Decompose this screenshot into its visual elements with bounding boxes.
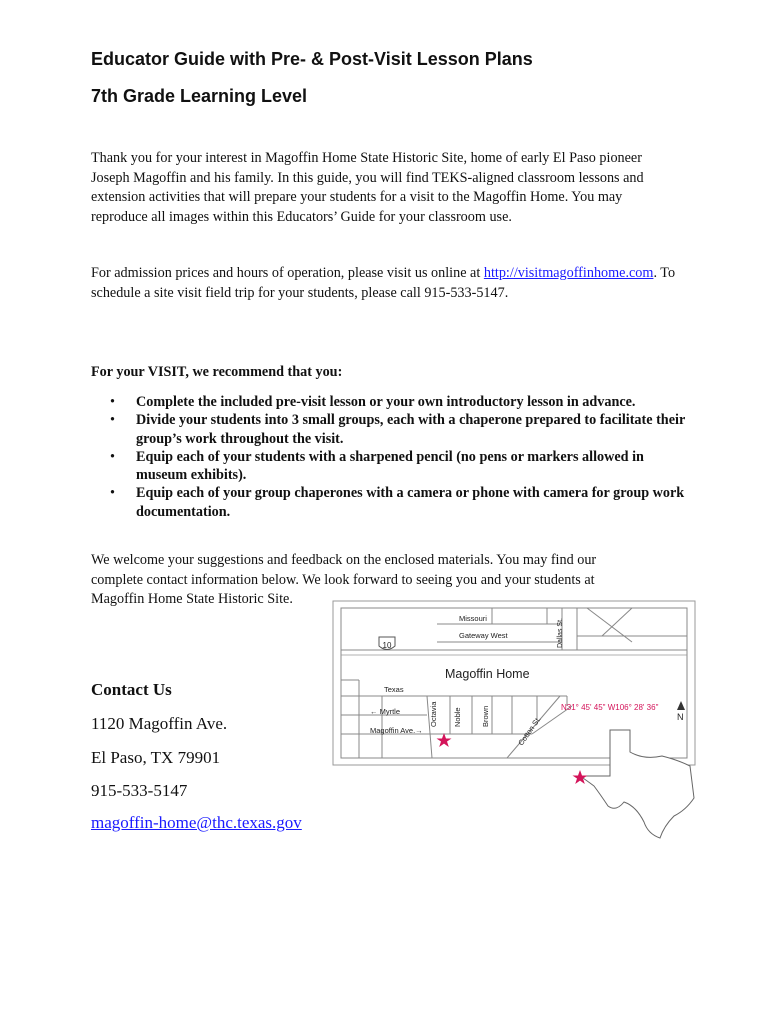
north-label: N [677, 712, 684, 722]
contact-email-link[interactable]: magoffin-home@thc.texas.gov [91, 813, 302, 832]
street-label-brown: Brown [481, 705, 490, 727]
list-item [110, 448, 690, 485]
website-link[interactable]: http://visitmagoffinhome.com [483, 265, 654, 281]
location-map [332, 600, 700, 842]
map-coordinates: N31° 45' 45" W106° 28' 36" [561, 703, 659, 712]
list-item-text: Equip each of your students with a sharpened pencil (no pens or markers allowed in museum exhibits). [136, 448, 644, 484]
contact-heading: Contact Us [91, 680, 172, 699]
list-item-text: Divide your students into 3 small groups, each with a chaperone prepared to facilitate their group’s work throughout the visit. [136, 412, 685, 447]
bullet-icon: • [110, 412, 115, 429]
street-label-missouri: Missouri [459, 614, 487, 623]
street-label-dallas: Dallas St. [557, 618, 564, 648]
list-item [110, 411, 690, 448]
admission-paragraph [91, 264, 681, 303]
el-paso-star-icon [573, 770, 588, 784]
admission-text-after: . To schedule a site visit field trip for your students, please call 915-533-5147. [91, 265, 676, 301]
street-label-myrtle: ← Myrtle [370, 707, 400, 716]
visit-recommendations-heading: For your VISIT, we recommend that you: [91, 364, 343, 380]
bullet-icon: • [110, 485, 115, 502]
street-label-noble: Noble [453, 707, 462, 727]
street-label-magoffin-ave: Magoffin Ave.→ [370, 726, 423, 735]
map-site-label: Magoffin Home [445, 667, 530, 681]
contact-address: 1120 Magoffin Ave. [91, 714, 228, 733]
street-label-octavia: Octavia [429, 701, 438, 727]
contact-phone: 915-533-5147 [91, 781, 188, 800]
street-label-gateway: Gateway West [459, 631, 508, 640]
interstate-label: 10 [382, 641, 392, 650]
list-item-text: Equip each of your group chaperones with a camera or phone with camera for group work documentation. [136, 485, 685, 520]
visit-recommendations-list [110, 393, 690, 521]
intro-paragraph: Thank you for your interest in Magoffin Home State Historic Site, home of early El Paso pioneer Joseph Magoffin and his family. In this guide, you will find TEKS-aligned classroom lessons and extension activities that will prepare your students for a visit to the Magoffin Home. You may reproduce all images within this Educators’ Guide for your classroom use. [91, 150, 644, 225]
map-frame [333, 601, 695, 765]
contact-email-line [91, 813, 302, 833]
contact-city: El Paso, TX 79901 [91, 748, 221, 767]
bullet-icon: • [110, 394, 115, 410]
street-label-cotton: Cotton St. [516, 714, 543, 748]
bullet-icon: • [110, 448, 115, 465]
list-item [110, 393, 690, 411]
street-label-texas: Texas [384, 685, 404, 694]
list-item-text: Complete the included pre-visit lesson or your own introductory lesson in advance. [136, 394, 636, 410]
interstate-10-shield [379, 637, 395, 650]
welcome-paragraph: We welcome your suggestions and feedback on the enclosed materials. You may find our complete contact information below. We look forward to seeing you and your students at Magoffin Home State Historic Site. [91, 552, 597, 607]
list-item [110, 484, 690, 521]
page-title: Educator Guide with Pre- & Post-Visit Lesson Plans [91, 49, 533, 69]
grade-level-subtitle: 7th Grade Learning Level [91, 86, 308, 106]
admission-text-before: For admission prices and hours of operation, please visit us online at [91, 265, 484, 281]
